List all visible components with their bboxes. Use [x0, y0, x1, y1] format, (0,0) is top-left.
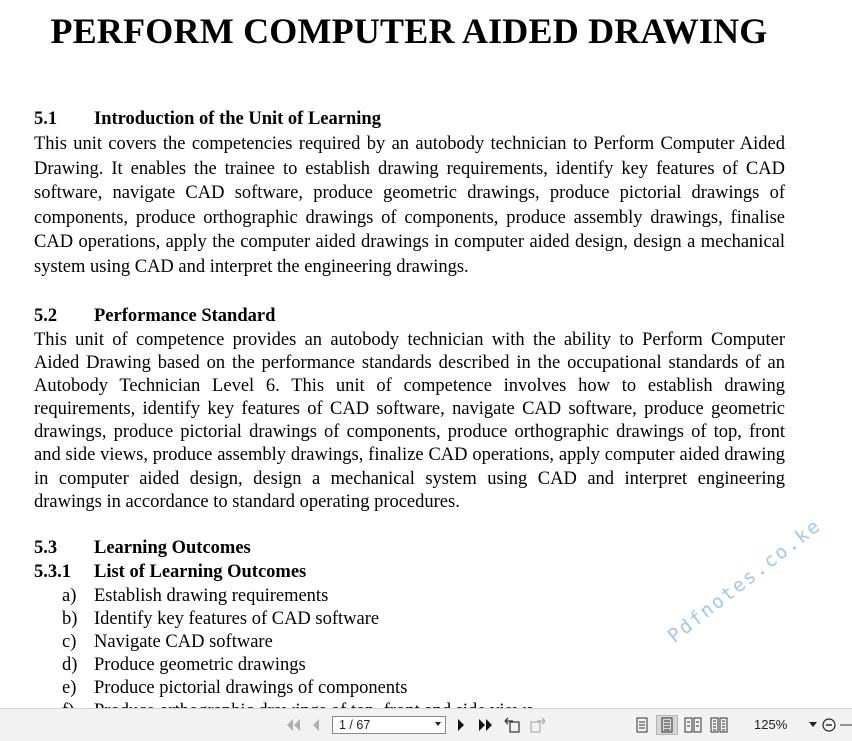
paragraph-line: requirements, identify key features of CAD software, navigate CAD software, produce: [34, 399, 704, 420]
section-heading-5-2: [34, 305, 275, 327]
list-text: Navigate CAD software: [94, 632, 273, 652]
next-page-icon: [456, 718, 466, 732]
next-page-button[interactable]: [452, 715, 470, 735]
performance-standard-paragraph: [34, 329, 785, 514]
section-number: 5.3: [34, 538, 58, 558]
list-text: Produce pictorial drawings of components: [94, 678, 408, 698]
watermark: Pdfnotes.co.ke: [663, 514, 826, 648]
paragraph-line: an Autobody Technician Level 6. This unit of competence involves how to establish drawing: [34, 353, 785, 397]
page-number-value: 1 / 67: [339, 718, 371, 732]
zoom-out-icon: [822, 718, 836, 732]
list-item: [62, 585, 533, 608]
zoom-slider-track[interactable]: [840, 715, 852, 735]
paragraph-line: drawings of components, produce orthographic drawings of components, produce assembly: [34, 183, 785, 228]
paragraph-line: This unit covers the competencies required by an autobody technician to Perform Computer: [34, 134, 735, 154]
learning-outcomes-list: [62, 585, 533, 723]
list-letter: c): [62, 632, 77, 652]
previous-page-button[interactable]: [306, 715, 326, 735]
zoom-options-button[interactable]: [806, 715, 820, 735]
last-page-icon: [477, 718, 493, 732]
section-number: 5.2: [34, 306, 58, 326]
list-item: [62, 631, 533, 654]
go-back-icon: [503, 717, 521, 733]
page-number-select[interactable]: [332, 716, 446, 734]
single-page-view-button[interactable]: [632, 715, 652, 735]
single-page-view-icon: [636, 717, 648, 733]
two-page-view-icon: [684, 717, 702, 733]
list-letter: b): [62, 609, 78, 629]
list-letter: e): [62, 678, 77, 698]
section-title: Performance Standard: [94, 306, 276, 326]
continuous-view-icon: [660, 717, 674, 733]
continuous-view-button[interactable]: [656, 715, 678, 735]
paragraph-line: Aided Drawing based on the performance standards described in the occupational standards of: [34, 353, 761, 374]
paragraph-line: of CAD software, navigate CAD software, produce geometric drawings, produce pictorial: [34, 158, 785, 204]
list-item: [62, 608, 533, 631]
go-forward-icon: [529, 717, 547, 733]
paragraph-line: This unit of competence provides an autobody technician with the ability to Perform Computer: [34, 330, 785, 350]
last-page-button[interactable]: [474, 715, 496, 735]
paragraph-line: apply computer aided drawing in computer aided design, design a mechanical system using: [34, 445, 786, 489]
introduction-paragraph: [34, 132, 785, 280]
section-number: 5.3.1: [34, 562, 71, 582]
chevron-down-icon: [435, 722, 441, 726]
section-title: List of Learning Outcomes: [94, 562, 307, 582]
section-title: Learning Outcomes: [94, 538, 251, 558]
section-number: 5.1: [34, 109, 58, 129]
zoom-out-button[interactable]: [820, 715, 838, 735]
list-text: Establish drawing requirements: [94, 586, 329, 606]
section-heading-5-1: [34, 108, 381, 130]
first-page-button[interactable]: [284, 715, 304, 735]
paragraph-line: design, design a mechanical system using CAD and interpret the engineering drawings.: [34, 232, 786, 277]
continuous-two-page-view-icon: [710, 717, 728, 733]
two-page-view-button[interactable]: [682, 715, 704, 735]
chevron-down-icon: [809, 722, 817, 728]
paragraph-line: drawings, finalise CAD operations, apply the computer aided drawings in computer aided: [34, 207, 786, 253]
first-page-icon: [286, 718, 302, 732]
list-item: [62, 654, 533, 677]
previous-page-icon: [311, 718, 321, 732]
list-letter: d): [62, 655, 78, 675]
list-text: Produce geometric drawings: [94, 655, 306, 675]
list-text: Identify key features of CAD software: [94, 609, 380, 629]
section-title: Introduction of the Unit of Learning: [94, 109, 381, 129]
slider-track-icon: [840, 723, 852, 727]
go-forward-button[interactable]: [528, 715, 548, 735]
paragraph-line: geometric drawings, produce pictorial drawings of components, produce orthographic: [34, 399, 785, 443]
section-heading-5-3-1: [34, 561, 306, 583]
section-heading-5-3: [34, 537, 251, 559]
paragraph-line: drawings of top, front and side views, produce assembly drawings, finalize CAD operations,: [34, 422, 785, 466]
go-back-button[interactable]: [502, 715, 522, 735]
pdf-viewer-toolbar: [0, 708, 852, 741]
paragraph-line: CAD and interpret engineering drawings in accordance to standard operating procedures.: [34, 468, 785, 512]
zoom-level[interactable]: 125%: [754, 717, 788, 732]
document-title: PERFORM COMPUTER AIDED DRAWING: [50, 11, 768, 51]
list-letter: a): [62, 586, 77, 606]
continuous-two-page-view-button[interactable]: [708, 715, 730, 735]
paragraph-line: Aided Drawing. It enables the trainee to establish drawing requirements, identify key features: [34, 134, 785, 179]
list-item: [62, 677, 533, 700]
